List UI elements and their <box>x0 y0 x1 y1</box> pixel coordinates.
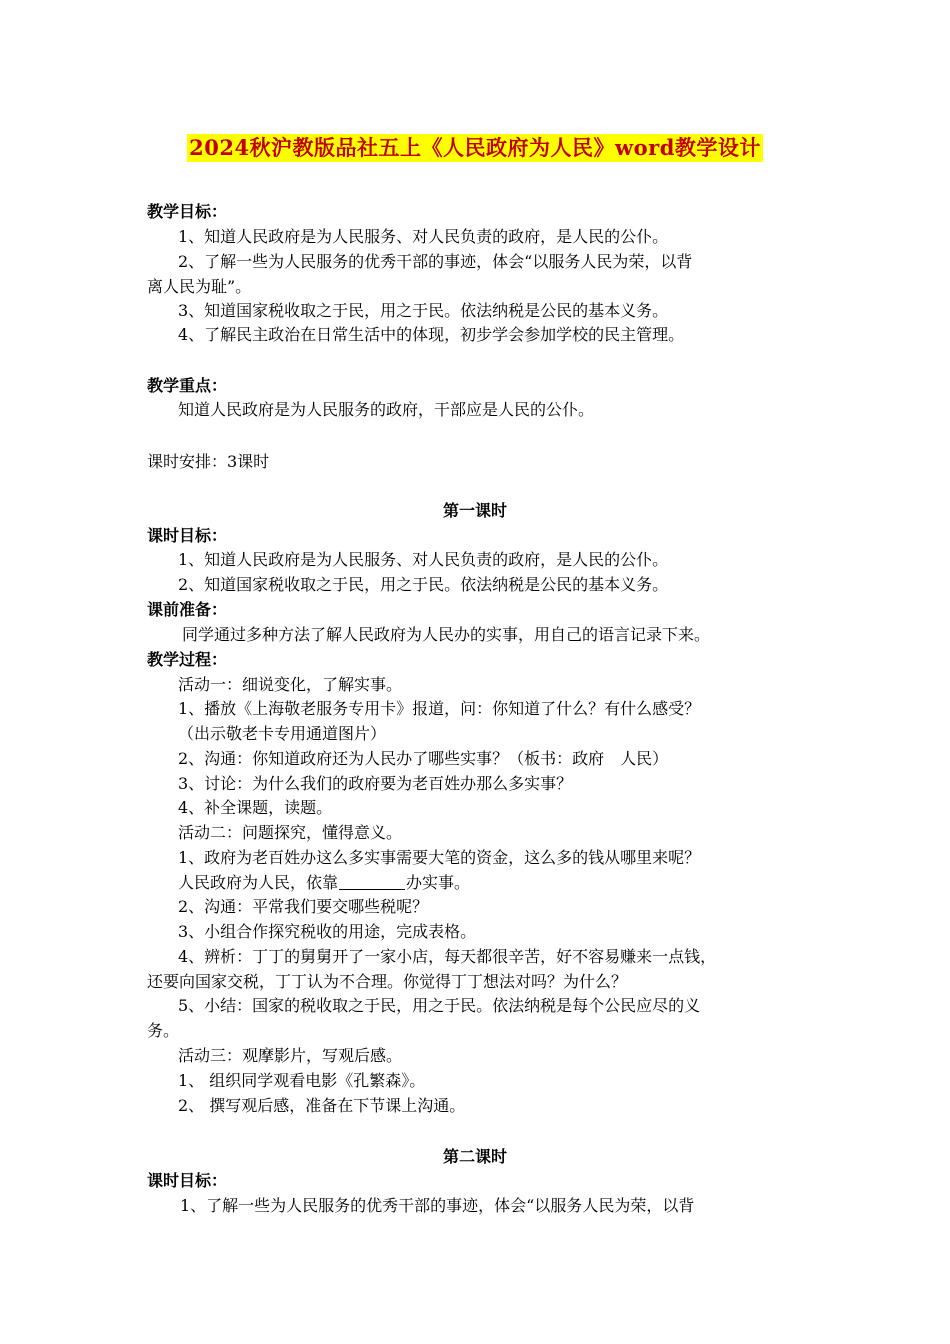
fill-blank <box>339 873 405 890</box>
process-step: 2、沟通：平常我们要交哪些税呢？ <box>178 897 429 916</box>
lesson1-prep-heading: 课前准备： <box>147 600 228 619</box>
goal-item-2: 2、了解一些为人民服务的优秀干部的事迹，体会“以服务人民为荣，以背 <box>178 252 693 271</box>
process-step: 1、播放《上海敬老服务专用卡》报道，问：你知道了什么？有什么感受？ <box>178 699 701 718</box>
goal-item-1: 1、知道人民政府是为人民服务、对人民负责的政府，是人民的公仆。 <box>178 227 669 246</box>
process-step: 3、讨论：为什么我们的政府要为老百姓办那么多实事？ <box>178 774 573 793</box>
lesson1-process-heading: 教学过程： <box>147 650 228 669</box>
fill-blank-line <box>178 872 470 894</box>
process-step: 4、辨析：丁丁的舅舅开了一家小店，每天都很辛苦，好不容易赚来一点钱， <box>178 947 717 966</box>
goals-heading: 教学目标： <box>147 202 228 221</box>
lesson2-goal-1: 1、了解一些为人民服务的优秀干部的事迹，体会“以服务人民为荣，以背 <box>180 1196 695 1215</box>
process-step-cont: 还要向国家交税，丁丁认为不合理。你觉得丁丁想法对吗？为什么？ <box>147 972 628 991</box>
process-step: 5、小结：国家的税收取之于民，用之于民。依法纳税是每个公民应尽的义 <box>178 996 701 1015</box>
process-step: 2、沟通：你知道政府还为人民办了哪些实事？（板书：政府 人民） <box>178 749 669 768</box>
process-step: 1、 组织同学观看电影《孔繁森》。 <box>178 1071 426 1090</box>
schedule-text: 课时安排：3课时 <box>147 452 270 471</box>
process-step-cont: 务。 <box>147 1021 180 1040</box>
lesson1-heading: 第一课时 <box>442 501 507 520</box>
title-container <box>0 134 950 162</box>
activity-2-title: 活动二：问题探究，懂得意义。 <box>178 823 403 842</box>
lesson1-goal-2: 2、知道国家税收取之于民，用之于民。依法纳税是公民的基本义务。 <box>178 575 669 594</box>
focus-text: 知道人民政府是为人民服务的政府，干部应是人民的公仆。 <box>178 400 595 419</box>
focus-heading: 教学重点： <box>147 376 228 395</box>
lesson2-heading: 第二课时 <box>442 1147 507 1166</box>
document-title: 2024秋沪教版品社五上《人民政府为人民》word教学设计 <box>189 135 761 160</box>
lesson1-goal-1: 1、知道人民政府是为人民服务、对人民负责的政府，是人民的公仆。 <box>178 550 669 569</box>
goal-item-2-cont: 离人民为耻”。 <box>147 277 252 296</box>
process-step: 4、补全课题，读题。 <box>178 798 333 817</box>
process-step: 3、小组合作探究税收的用途，完成表格。 <box>178 922 477 941</box>
activity-1-title: 活动一：细说变化，了解实事。 <box>178 675 403 694</box>
lesson1-goals-heading: 课时目标： <box>147 526 228 545</box>
activity-3-title: 活动三：观摩影片，写观后感。 <box>178 1046 403 1065</box>
goal-item-3: 3、知道国家税收取之于民，用之于民。依法纳税是公民的基本义务。 <box>178 301 669 320</box>
lesson2-goals-heading: 课时目标： <box>147 1171 228 1190</box>
process-step: 2、 撰写观后感，准备在下节课上沟通。 <box>178 1096 466 1115</box>
process-step: （出示敬老卡专用通道图片） <box>178 724 387 743</box>
process-step: 1、政府为老百姓办这么多实事需要大笔的资金，这么多的钱从哪里来呢？ <box>178 848 701 867</box>
fill-blank-prefix: 人民政府为人民，依靠 <box>178 873 339 892</box>
fill-blank-suffix: 办实事。 <box>406 873 471 892</box>
goal-item-4: 4、了解民主政治在日常生活中的体现，初步学会参加学校的民主管理。 <box>178 325 685 344</box>
lesson1-prep-text: 同学通过多种方法了解人民政府为人民办的实事，用自己的语言记录下来。 <box>182 625 711 644</box>
